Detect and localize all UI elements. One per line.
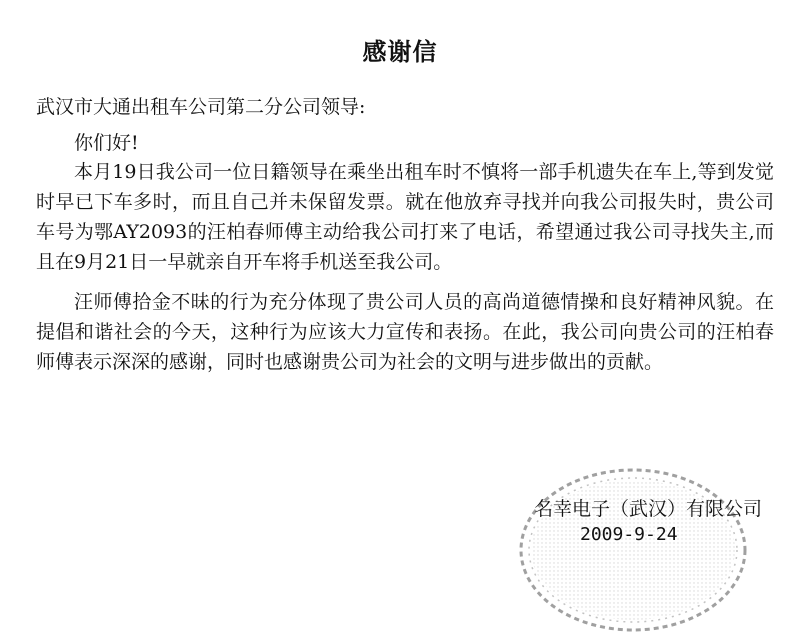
letter-title: 感谢信 xyxy=(362,38,438,66)
signer-company: 名幸电子（武汉）有限公司 xyxy=(533,498,762,520)
body-paragraph-2: 汪师傅拾金不昧的行为充分体现了贵公司人员的高尚道德情操和良好精神风貌。在提倡和谐社会的今天，这种行为应该大力宣传和表扬。在此，我公司向贵公司的汪柏春师傅表示深深的感谢，同时也感谢贵公司为社会的文明与进步做出的贡献。 xyxy=(36,291,774,373)
salutation: 武汉市大通出租车公司第二分公司领导: xyxy=(36,96,366,118)
company-seal-icon xyxy=(505,462,755,642)
greeting: 你们好! xyxy=(74,132,139,154)
body-paragraph-1: 本月19日我公司一位日籍领导在乘坐出租车时不慎将一部手机遗失在车上,等到发觉时早已下车多时，而且自己并未保留发票。就在他放弃寻找并向我公司报失时，贵公司车号为鄂AY2093的汪柏春师傅主动给我公司打来了电话，希望通过我公司寻找失主,而且在9月21日一早就亲自开车将手机送至我公司。 xyxy=(36,161,774,273)
letter-date: 2009-9-24 xyxy=(580,524,678,545)
